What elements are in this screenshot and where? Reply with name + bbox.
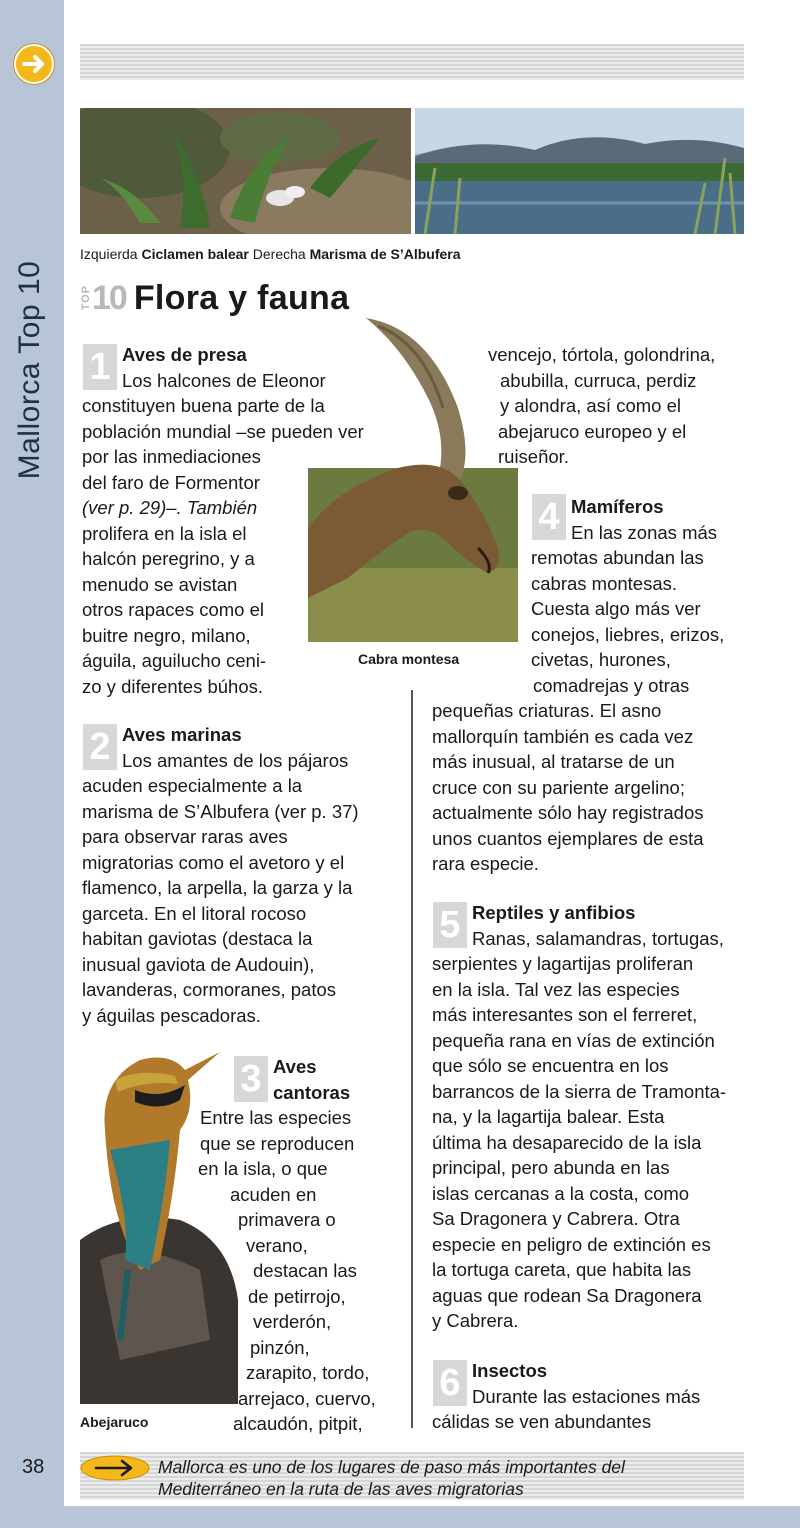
section-number: 6	[433, 1360, 467, 1406]
section-title: Aves de presa	[122, 344, 247, 365]
section-title: Reptiles y anfibios	[472, 902, 636, 923]
goat-caption: Cabra montesa	[358, 651, 460, 667]
photos-caption: Izquierda Ciclamen balear Derecha Marisma de S’Albufera	[80, 246, 461, 262]
arrow-circle-icon[interactable]	[14, 44, 54, 84]
section-reptiles-anfibios: Reptiles y anfibios Ranas, salamandras, tortugas, serpientes y lagartijas proliferan en la isla. Tal vez las especies más interesantes son el ferreret, pequeña rana en vías de extinción que sólo se encuentra en los barrancos de la sierra de Tramonta- na, y la lagartija balear. Esta última ha desaparecido de la isla principal, pero abunda en las islas cercanas a la costa, como Sa Dragonera y Cabrera. Otra especie en peligro de extinción es la tortuga careta, que habita las aguas que rodean Sa Dragonera y Cabrera.	[432, 902, 727, 1331]
section-aves-de-presa: Aves de presa Los halcones de Eleonor constituyen buena parte de la población mundial –se pueden ver por las inmediaciones del faro de Formentor (ver p. 29)–. También prolifera en la isla el halcón peregrino, y a menudo se avistan otros rapaces como el buitre negro, milano, águila, aguilucho ceni- zo y diferentes búhos.	[82, 344, 364, 697]
section-aves-marinas: Aves marinas Los amantes de los pájaros acuden especialmente a la marisma de S’Albufera (ver p. 37) para observar raras aves migratorias como el avetoro y el flamenco, la arpella, la garza y la garceta. En el litoral rocoso habitan gaviotas (destaca la inusual gaviota de Audouin), lavanderas, cormoranes, patos y águilas pescadoras.	[82, 724, 359, 1026]
photo-marsh	[415, 108, 744, 234]
sidebar	[0, 0, 64, 1528]
section-number: 2	[83, 724, 117, 770]
section-number: 5	[433, 902, 467, 948]
sidebar-title: Mallorca Top 10	[13, 260, 46, 480]
section-aves-cantoras-continued: vencejo, tórtola, golondrina, abubilla, curruca, perdiz y alondra, así como el abejaruco europeo y el ruiseñor.	[488, 344, 716, 467]
page-heading	[80, 276, 349, 320]
section-number: 4	[532, 494, 566, 540]
tip-arrow-icon	[80, 1455, 150, 1481]
section-number: 1	[83, 344, 117, 390]
section-aves-cantoras: Aves cantoras Entre las especies que se reproducen en la isla, o que acuden en primavera o verano, destacan las de petirrojo, verderón, pinzón, zarapito, tordo, arrejaco, cuervo, alcaudón, pitpit,	[198, 1056, 376, 1434]
section-mamiferos: Mamíferos En las zonas más remotas abundan las cabras montesas. Cuesta algo más ver conejos, liebres, erizos, civetas, hurones, comadrejas y otras pequeñas criaturas. El asno mallorquín también es cada vez más inusual, al tratarse de un cruce con su pariente argelino; actualmente sólo hay registrados unos cuantos ejemplares de esta rara especie.	[432, 496, 725, 874]
section-title: Insectos	[472, 1360, 548, 1381]
section-title: Aves marinas	[122, 724, 242, 745]
section-title: Mamíferos	[571, 496, 664, 517]
column-divider	[411, 690, 413, 1428]
header-band	[80, 44, 744, 80]
footer-tip: Mallorca es uno de los lugares de paso más importantes del Mediterráneo en la ruta de las aves migratorias	[158, 1457, 625, 1499]
photo-cyclamen	[80, 108, 411, 234]
section-number: 3	[234, 1056, 268, 1102]
footer-strip	[64, 1506, 800, 1528]
section-title: Aves	[273, 1056, 317, 1077]
section-title: cantoras	[273, 1081, 351, 1103]
section-insectos: Insectos Durante las estaciones más cálidas se ven abundantes	[432, 1360, 701, 1432]
top10-badge: TOP 10	[80, 279, 126, 317]
page-number: 38	[22, 1456, 45, 1478]
bird-caption: Abejaruco	[80, 1414, 149, 1430]
page-title: Flora y fauna	[133, 278, 350, 317]
